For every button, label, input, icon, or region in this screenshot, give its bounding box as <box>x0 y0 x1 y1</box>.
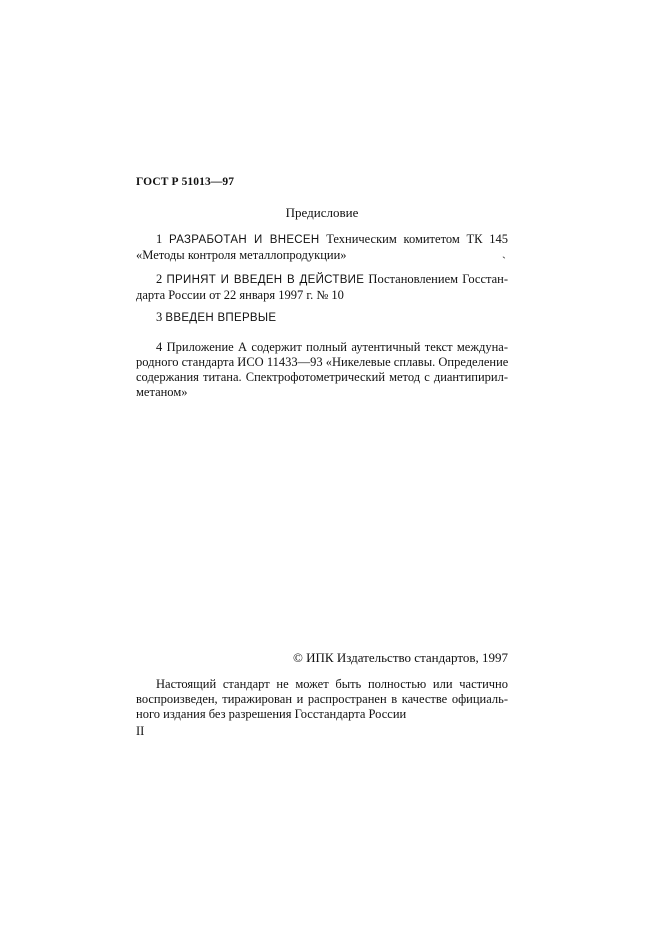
item-number: 2 <box>156 272 163 286</box>
item-heading: ВВЕДЕН ВПЕРВЫЕ <box>165 312 277 324</box>
item-text: Техническим комитетом ТК 145 <box>326 232 508 246</box>
preface-title: Предисловие <box>285 205 359 220</box>
preface-item-4 <box>136 340 508 400</box>
preface-item-1-line-2: «Методы контроля металлопродукции» <box>136 248 347 262</box>
preface-item-3 <box>136 310 508 326</box>
preface-item-4-line-4: метаном» <box>136 385 188 399</box>
copyright-line: © ИПК Издательство стандартов, 1997 <box>293 650 508 665</box>
stray-mark: ` <box>502 254 506 268</box>
item-text: Постановлением Госстан- <box>368 272 509 286</box>
preface-item-2-line-1 <box>136 272 508 288</box>
preface-item-3-line-1 <box>136 310 508 326</box>
notice-line-1: Настоящий стандарт не может быть полностью или частично <box>156 677 508 691</box>
preface-item-1 <box>136 232 508 263</box>
notice-line-3: ного издания без разрешения Госстандарта России <box>136 707 407 721</box>
notice-line-2: воспроизведен, тиражирован и распространен в качестве официаль- <box>136 692 508 706</box>
page-number: II <box>136 724 145 738</box>
preface-item-4-line-1: 4 Приложение А содержит полный аутентичный текст междуна- <box>156 340 508 354</box>
document-code: ГОСТ Р 51013—97 <box>136 176 235 188</box>
item-heading: ПРИНЯТ И ВВЕДЕН В ДЕЙСТВИЕ <box>166 274 365 286</box>
preface-item-2 <box>136 272 508 303</box>
preface-item-2-line-2: дарта России от 22 января 1997 г. № 10 <box>136 288 344 302</box>
item-heading: РАЗРАБОТАН И ВНЕСЕН <box>169 234 320 246</box>
reproduction-notice <box>136 677 508 722</box>
item-number: 3 <box>156 310 163 324</box>
preface-item-4-line-2: родного стандарта ИСО 11433—93 «Никелевые сплавы. Определение <box>136 355 509 369</box>
item-number: 1 <box>156 232 163 246</box>
preface-item-4-line-3: содержания титана. Спектрофотометрический метод с диантипирил- <box>136 370 508 384</box>
preface-item-1-line-1 <box>136 232 508 248</box>
